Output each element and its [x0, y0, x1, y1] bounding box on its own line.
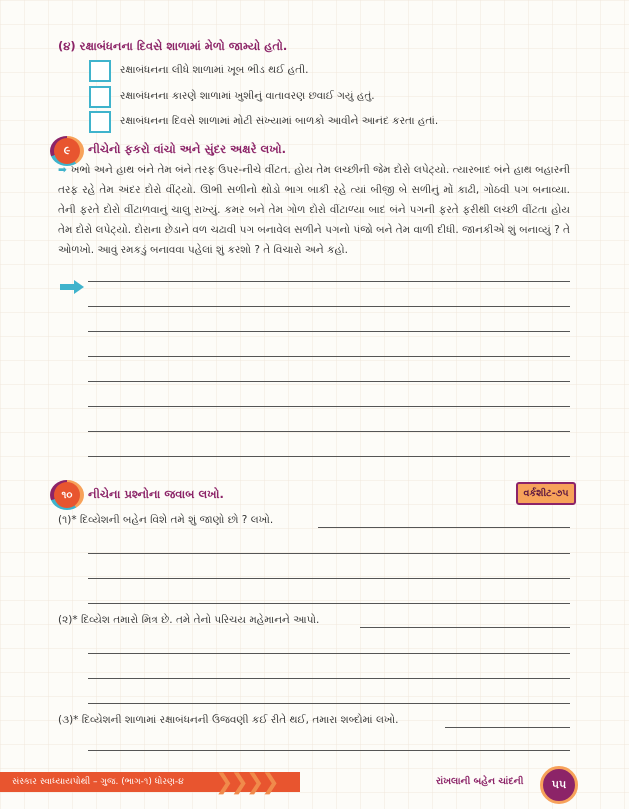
mcq-question: (૪) રક્ષાબંધનના દિવસે શાળામાં મેળો જામ્યો હતો.	[58, 39, 288, 53]
writing-line[interactable]	[88, 406, 570, 407]
section-10-number: ૧૦	[54, 482, 80, 508]
option-checkbox-2[interactable]	[89, 86, 111, 108]
answer-line[interactable]	[360, 627, 570, 628]
answer-line[interactable]	[88, 750, 570, 751]
writing-line[interactable]	[88, 381, 570, 382]
section-10-title: નીચેના પ્રશ્નોના જવાબ લખો.	[88, 487, 224, 501]
writing-line[interactable]	[88, 356, 570, 357]
option-checkbox-3[interactable]	[89, 111, 111, 133]
option-text-3: રક્ષાબંધનના દિવસે શાળામાં મોટી સંખ્યામાં બાળકો આવીને આનંદ કરતા હતાં.	[120, 115, 439, 127]
page-footer	[0, 764, 629, 809]
answer-line[interactable]	[445, 727, 570, 728]
footer-lesson-title: રાંખલાની બહેન ચાંદની	[436, 776, 524, 787]
question-1: (૧)* દિવ્યેશની બહેન વિશે તમે શું જાણો છો ? લખો.	[58, 514, 274, 526]
writing-line[interactable]	[88, 306, 570, 307]
answer-line[interactable]	[318, 527, 570, 528]
paragraph-text: ખભો અને હાથ બંને તેમ બંને તરફ ઉપર-નીચે વીંટત. હોય તેમ લચ્છીની જેમ દોરો લપેટ્યો. ત્યારબાદ બંને હાથ બહારની તરફ રહે તેમ અંદર દોરો વીંટ્યો. ઊભી સળીનો થોડો ભાગ બાકી રહે ત્યાં બીજી બે સળીનું મોં કાઢી, ગોઠવી પગ બનાવ્યા. તેની ફરતે દોરો વીંટાળવાનું ચાલુ રાખ્યું. કમર બને તેમ ગોળ દોરો વીંટાળ્યા બાદ બંને પગની ફરતે ફરીથી લચ્છી વીંટતા હોય તેમ દોરો લપેટ્યો. દોરાના છેડાને વળ ચઢાવી પગ બનાવેલ સળીને પગનો પંજો બને તેમ વાળી દીધી. જાનકીએ શું બનાવ્યું ? તે ઓળખો. આવું રમકડું બનાવવા પહેલાં શું કરશો ? તે વિચારો અને કહો.	[58, 164, 570, 256]
write-arrow-icon	[60, 280, 84, 294]
chevron-decoration-icon: ❯❯❯❯	[215, 770, 277, 795]
question-3: (૩)* દિવ્યેશની શાળામાં રક્ષાબંધનની ઉજવણી કઈ રીતે થઈ, તમારા શબ્દોમાં લખો.	[58, 714, 399, 726]
answer-line[interactable]	[88, 578, 570, 579]
writing-line[interactable]	[88, 331, 570, 332]
option-text-2: રક્ષાબંધનના કારણે શાળામાં ખુશીનું વાતાવરણ છવાઈ ગયું હતું.	[120, 90, 375, 102]
question-2: (૨)* દિવ્યેશ તમારો મિત્ર છે. તમે તેનો પરિચય મહેમાનને આપો.	[58, 614, 320, 626]
answer-line[interactable]	[88, 653, 570, 654]
answer-line[interactable]	[88, 678, 570, 679]
footer-book-title: સંસ્કાર સ્વાધ્યાયપોથી – ગુજ. (ભાગ-૧) ધોરણ-૪	[0, 772, 300, 792]
option-text-1: રક્ષાબંધનના લીધે શાળામાં ખૂબ ભીડ થઈ હતી.	[120, 64, 309, 76]
reading-paragraph	[58, 160, 570, 260]
answer-line[interactable]	[88, 703, 570, 704]
page-number: ૫૫	[540, 766, 578, 804]
worksheet-badge: વર્કશીટ-૭૫	[516, 482, 576, 505]
writing-line[interactable]	[88, 281, 570, 282]
arrow-icon: ➡	[58, 164, 67, 176]
answer-line[interactable]	[88, 603, 570, 604]
section-9-title: નીચેનો ફકરો વાંચો અને સુંદર અક્ષરે લખો.	[88, 142, 286, 156]
writing-line[interactable]	[88, 456, 570, 457]
writing-line[interactable]	[88, 431, 570, 432]
section-9-number: ૯	[54, 138, 80, 164]
option-checkbox-1[interactable]	[89, 60, 111, 82]
answer-line[interactable]	[88, 553, 570, 554]
